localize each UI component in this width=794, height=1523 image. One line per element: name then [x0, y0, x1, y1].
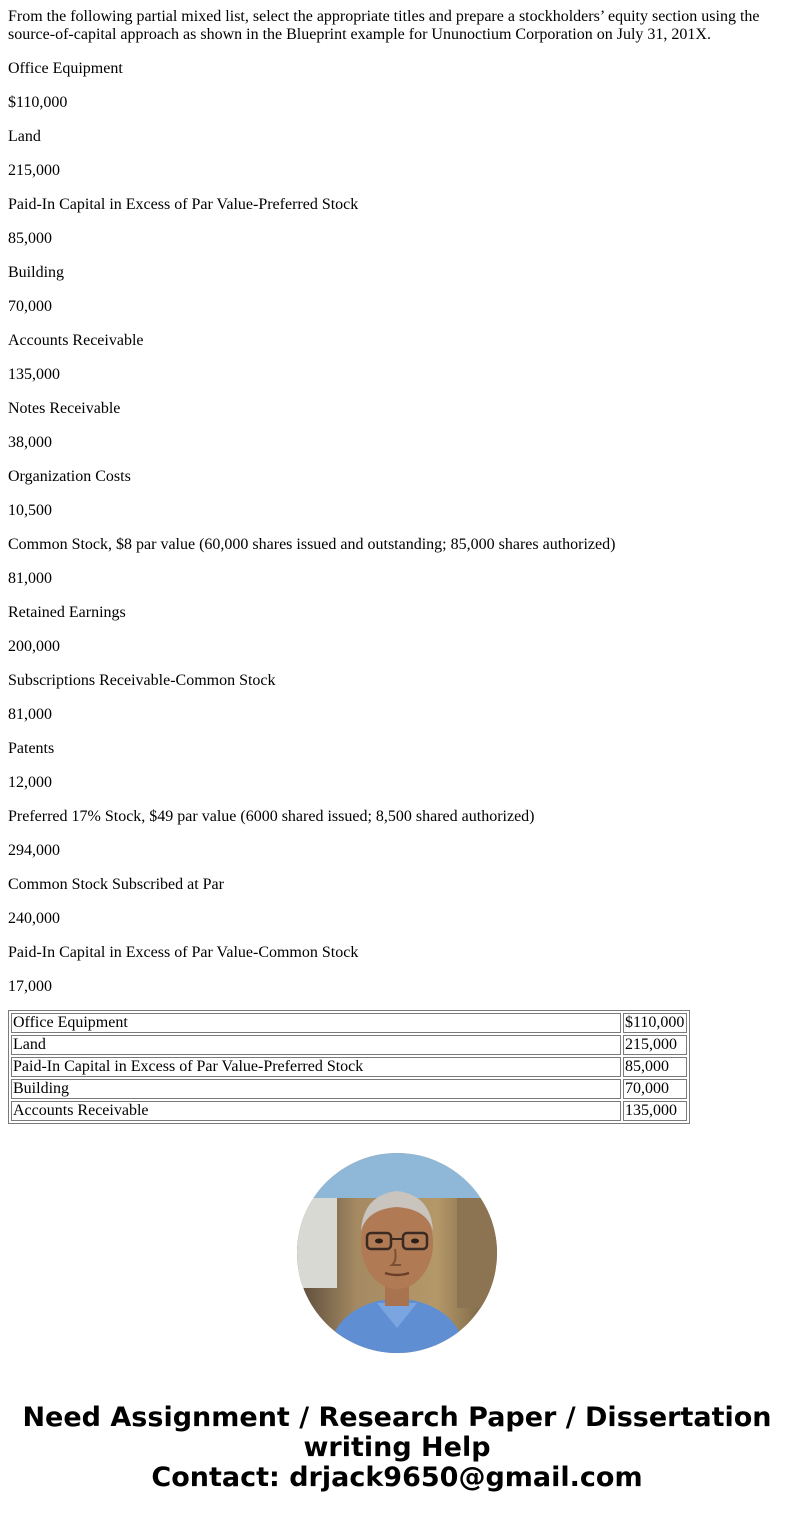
table-row — [11, 1101, 687, 1121]
list-item-value: 200,000 — [8, 638, 60, 655]
list-item-label: Building — [8, 264, 65, 281]
list-item-label: Common Stock, $8 par value (60,000 shares issued and outstanding; 85,000 shares authorized) — [8, 536, 616, 553]
list-item-value: 135,000 — [8, 366, 60, 383]
tutor-portrait-icon — [297, 1153, 497, 1353]
list-item-label: Paid-In Capital in Excess of Par Value-Common Stock — [8, 944, 359, 961]
list-item-label: Retained Earnings — [8, 604, 126, 621]
item-list — [8, 60, 786, 996]
list-item-label: Common Stock Subscribed at Par — [8, 876, 224, 893]
table-row — [11, 1057, 687, 1077]
list-item-value: 240,000 — [8, 910, 60, 927]
list-item-label: Accounts Receivable — [8, 332, 144, 349]
list-item-value: 10,500 — [8, 502, 52, 519]
avatar — [297, 1153, 497, 1353]
table-cell-value: 85,000 — [623, 1057, 687, 1077]
table-row — [11, 1079, 687, 1099]
list-item-label: Land — [8, 128, 41, 145]
table-cell-value: 215,000 — [623, 1035, 687, 1055]
help-advert — [0, 1403, 794, 1493]
list-item-value: 215,000 — [8, 162, 60, 179]
table-cell-label: Office Equipment — [11, 1013, 621, 1033]
list-item-label: Preferred 17% Stock, $49 par value (6000 shared issued; 8,500 shared authorized) — [8, 808, 535, 825]
list-item-label: Organization Costs — [8, 468, 131, 485]
table-cell-value: $110,000 — [623, 1013, 687, 1033]
table-cell-label: Building — [11, 1079, 621, 1099]
accounts-table — [8, 1010, 690, 1124]
table-row — [11, 1013, 687, 1033]
list-item-value: 38,000 — [8, 434, 52, 451]
list-item-value: 70,000 — [8, 298, 52, 315]
list-item-label: Office Equipment — [8, 60, 123, 77]
table-row — [11, 1035, 687, 1055]
table-cell-value: 70,000 — [623, 1079, 687, 1099]
table-cell-label: Accounts Receivable — [11, 1101, 621, 1121]
table-cell-value: 135,000 — [623, 1101, 687, 1121]
list-item-value: 17,000 — [8, 978, 52, 995]
list-item-value: 81,000 — [8, 570, 52, 587]
table-cell-label: Paid-In Capital in Excess of Par Value-Preferred Stock — [11, 1057, 621, 1077]
list-item-value: 85,000 — [8, 230, 52, 247]
question-intro: From the following partial mixed list, select the appropriate titles and prepare a stockholders’ equity section using the source-of-capital approach as shown in the Blueprint example for Ununoctium Corporation on July 31, 201X. — [8, 8, 760, 43]
list-item-value: 294,000 — [8, 842, 60, 859]
list-item-value: $110,000 — [8, 94, 68, 111]
list-item-value: 81,000 — [8, 706, 52, 723]
list-item-label: Subscriptions Receivable-Common Stock — [8, 672, 276, 689]
advert-contact: Contact: drjack9650@gmail.com — [151, 1462, 643, 1493]
advert-headline: Need Assignment / Research Paper / Dissertation writing Help — [22, 1402, 772, 1463]
list-item-value: 12,000 — [8, 774, 52, 791]
list-item-label: Notes Receivable — [8, 400, 121, 417]
list-item-label: Paid-In Capital in Excess of Par Value-Preferred Stock — [8, 196, 359, 213]
list-item-label: Patents — [8, 740, 55, 757]
table-cell-label: Land — [11, 1035, 621, 1055]
